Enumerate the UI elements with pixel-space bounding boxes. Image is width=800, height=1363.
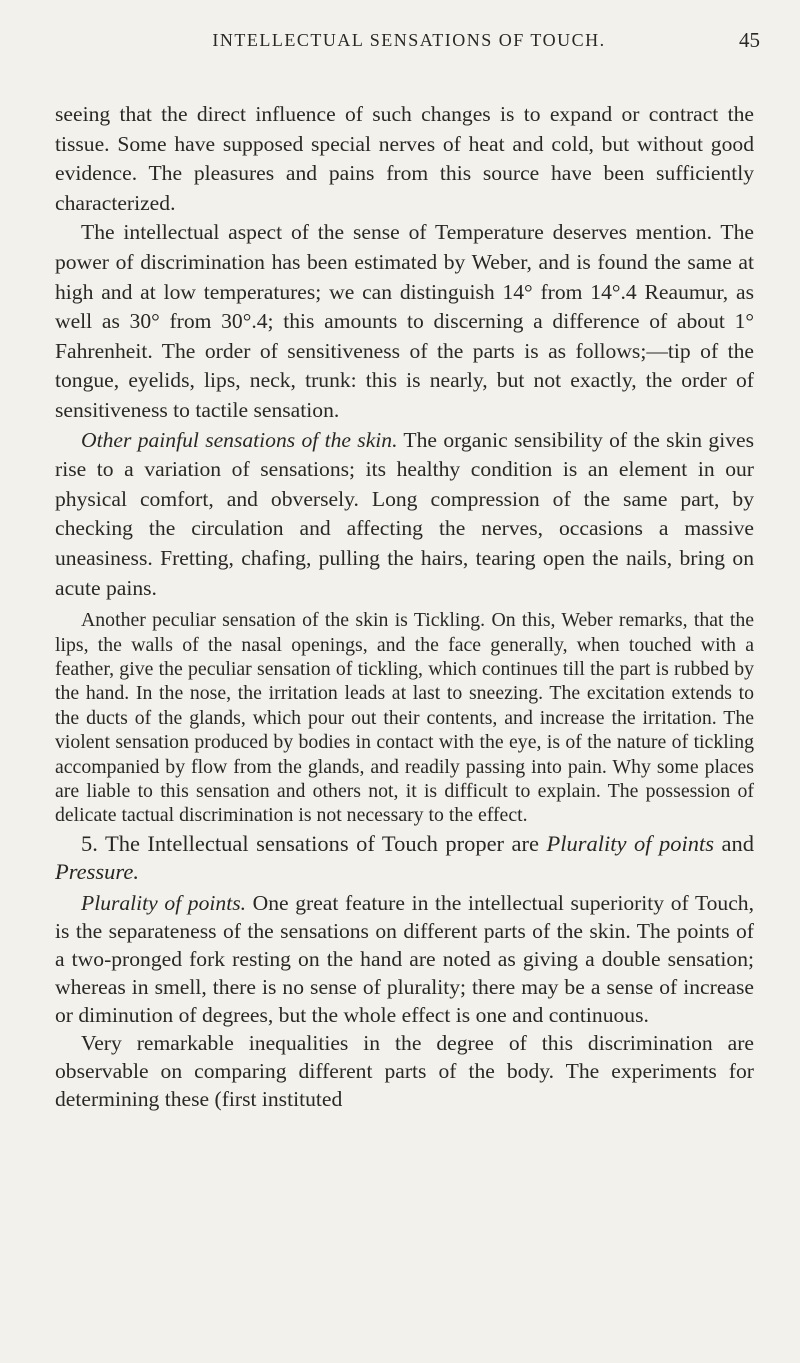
paragraph-heading: Plurality of points. xyxy=(81,890,247,915)
tail-block xyxy=(55,889,754,1113)
paragraph-text: One great feature in the intellectual superiority of Touch, is the separateness of the sensations on different parts of the skin. The points of a two-pronged fork resting on the hand are noted as giving a double sensation; whereas in smell, there is no sense of plurality; there may be a sense of increase or diminution of degrees, but the whole effect is one and continuous. xyxy=(55,890,754,1027)
paragraph-inequalities: Very remarkable inequalities in the degree of this discrimination are observable on comparing different parts of the body. The experiments for determining these (first instituted xyxy=(55,1030,754,1111)
section-heading-and: and xyxy=(714,830,754,856)
paragraph-plurality xyxy=(55,889,754,1029)
section-term-pressure: Pressure. xyxy=(55,858,139,884)
large-type-block xyxy=(55,100,754,603)
section-heading xyxy=(55,830,754,886)
paragraph-temperature-discrimination: The intellectual aspect of the sense of Temperature deserves mention. The power of discrimination has been estimated by Weber, and is found the same at high and at low temperatures; we can distinguish 14° from 14°.4 Reaumur, as well as 30° from 30°.4; this amounts to discerning a difference of about 1° Fahrenheit. The order of sensitiveness of the parts is as follows;—tip of the tongue, eyelids, lips, neck, trunk: this is nearly, but not exactly, the order of sensitiveness to tactile sensation. xyxy=(55,220,754,422)
paragraph-painful-sensations xyxy=(55,426,754,604)
paragraph-tickling: Another peculiar sensation of the skin is Tickling. On this, Weber remarks, that the lips, the walls of the nasal openings, and the face generally, when touched with a feather, give the peculiar sensation of tickling, which continues till the part is rubbed by the hand. In the nose, the irritation leads at last to sneezing. The excitation extends to the ducts of the glands, which pour out their contents, and increase the irritation. The violent sensation produced by bodies in contact with the eye, is of the nature of tickling accompanied by flow from the glands, and readily passing into pain. Why some places are liable to this sensation and others not, it is difficult to explain. The possession of delicate tactual discrimination is not necessary to the effect. xyxy=(55,609,754,827)
section-heading-block xyxy=(55,830,754,886)
paragraph-heading: Other painful sensations of the skin. xyxy=(81,427,398,452)
page-header xyxy=(58,18,760,62)
page-body xyxy=(55,100,754,1113)
section-term-plurality: Plurality of points xyxy=(546,830,714,856)
page-number: 45 xyxy=(739,28,760,52)
small-type-block xyxy=(55,608,754,828)
paragraph-temperature-continued: seeing that the direct influence of such changes is to expand or contract the tissue. Some have supposed special nerves of heat and cold, but without good evidence. The pleasures and pains from this source have been sufficiently characterized. xyxy=(55,102,754,215)
paragraph-text: The organic sensibility of the skin gives rise to a variation of sensations; its healthy condition is an element in our physical comfort, and obversely. Long compression of the same part, by checking the circulation and affecting the nerves, occasions a massive uneasiness. Fretting, chafing, pulling the hairs, tearing open the nails, bring on acute pains. xyxy=(55,427,754,600)
running-head: INTELLECTUAL SENSATIONS OF TOUCH. xyxy=(212,30,606,50)
section-heading-prefix: 5. The Intellectual sensations of Touch proper are xyxy=(81,830,547,856)
